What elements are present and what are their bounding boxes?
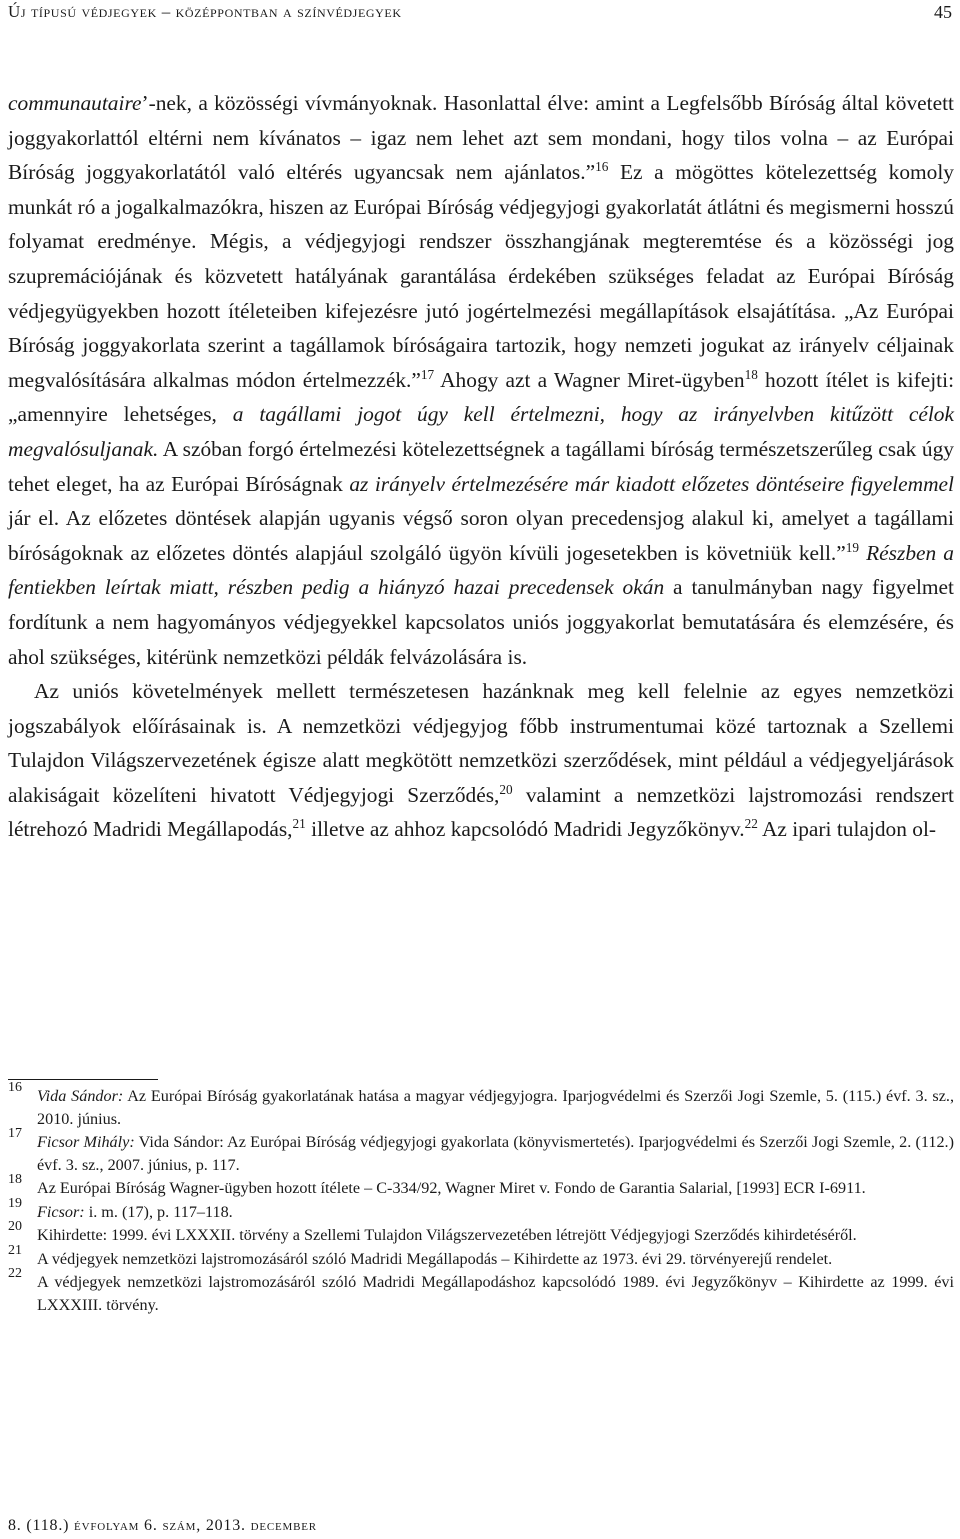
text-run: Az ipari tulajdon ol- [757, 817, 937, 842]
italic-emphasis: Részben a fentiekben leírtak miatt, részben pedig a hiányzó hazai precedensek okán [8, 540, 954, 600]
footnote-number: 21 [8, 1242, 22, 1258]
footnote-text: A védjegyek nemzetközi lajstromozásáról szóló Madridi Megállapodás – Kihirdette az 1973. évi 29. törvényerejű rendelet. [37, 1249, 833, 1268]
footnote-ref[interactable]: 21 [292, 816, 306, 832]
paragraph [8, 674, 954, 847]
text-run: hozott ítélet is kifejti: „amennyire lehetséges, [8, 367, 955, 427]
text-run: a tanulmányban nagy figyelmet fordítunk a nem hagyományos védjegyekkel kapcsolatos uniós joggyakorlat bemutatására és elemzésére, és ahol szükséges, kitérünk nemzetközi példák felvázolására is. [8, 575, 954, 669]
footnote-text: Vida Sándor: Az Európai Bíróság védjegyjogi gyakorlata (könyvismertetés). Iparjogvédelmi és Szerzői Jogi Szemle, 2. (112.) évf. 3. sz., 2007. június, p. 117. [37, 1133, 954, 1174]
text-run: illetve az ahhoz kapcsolódó Madridi Jegyzőkönyv. [305, 817, 745, 842]
footnote [8, 1219, 954, 1247]
footnote-text: A védjegyek nemzetközi lajstromozásáról szóló Madridi Megállapodáshoz kapcsolódó 1989. évi Jegyzőkönyv – Kihirdette az 1999. évi LXXXIII. törvény. [37, 1273, 954, 1314]
footnote-number: 18 [8, 1172, 22, 1188]
text-run: Ahogy azt a Wagner Miret-ügyben [434, 367, 745, 392]
footnote-number: 19 [8, 1195, 22, 1211]
footnote-ref[interactable]: 16 [595, 158, 609, 174]
footnote-author: Vida Sándor: [37, 1087, 124, 1105]
paragraph [8, 86, 954, 674]
footnote [8, 1172, 954, 1200]
footnote-ref[interactable]: 17 [420, 366, 435, 382]
issue-footer: 8. (118.) évfolyam 6. szám, 2013. december [8, 1517, 317, 1534]
footnote-number: 20 [8, 1219, 22, 1235]
running-head [8, 0, 952, 28]
text-run: valamint a nemzetközi lajstromozási rendszert létrehozó Madridi Megállapodás, [8, 782, 954, 842]
footnote-number: 16 [8, 1080, 22, 1095]
footnote-ref[interactable]: 19 [845, 539, 860, 555]
footnote-text: Az Európai Bíróság Wagner-ügyben hozott ítélete – C-334/92, Wagner Miret v. Fondo de Garantia Salarial, [1993] ECR I-6911. [37, 1179, 866, 1198]
footnote [8, 1242, 954, 1271]
page-number: 45 [934, 2, 952, 22]
body-text [8, 86, 954, 847]
footnote-ref[interactable]: 20 [499, 781, 513, 797]
footnote-author: Ficsor: [37, 1202, 85, 1221]
text-run: A szóban forgó értelmezési kötelezettségnek a tagállami bíróság természetszerűleg csak úgy tehet eleget, ha az Európai Bíróságnak [8, 436, 954, 496]
italic-quote: az irányelv értelmezésére már kiadott előzetes döntéseire figyelemmel [349, 471, 954, 496]
footnote-number: 22 [8, 1266, 22, 1282]
running-head-title: Új típusú védjegyek – középpontban a színvédjegyek [8, 2, 402, 21]
text-run: Az uniós követelmények mellett természetesen hazánknak meg kell felelnie az egyes nemzetközi jogszabályok előírásainak is. A nemzetközi védjegyjog főbb instrumentumai közé tartoznak a Szellemi Tulajdon Világszervezetének égisze alatt megkötött nemzetközi szerződések, mint például a védjegyeljárások alakiságait közelíteni hivatott Védjegyjogi Szerződés, [8, 679, 954, 807]
footnote-ref[interactable]: 22 [744, 816, 758, 832]
footnote [8, 1126, 954, 1176]
footnote [8, 1195, 954, 1224]
footnote [8, 1266, 954, 1316]
footnote-text: Kihirdette: 1999. évi LXXXII. törvény a Szellemi Tulajdon Világszervezetében létrejött Védjegyjogi Szerződés kihirdetéséről. [37, 1226, 857, 1245]
italic-term: communautaire [8, 91, 142, 115]
footnote [8, 1080, 955, 1130]
text-run: Ez a mögöttes kötelezettség komoly munkát ró a jogalkalmazókra, hiszen az Európai Bíróság védjegyjogi gyakorlatát átlátni és megismerni hosszú folyamat eredménye. Mégis, a védjegyjogi rendszer összhangjának megteremtése és a közösségi jog szupremációjának és közvetett hatályának garantálása érdekében szükséges feladat az Európai Bíróság védjegyügyekben hozott ítéleteiben kifejezésre jutó jogértelmezési megállapítások elsajátítása. „Az Európai Bíróság joggyakorlata szerint a tagállamok bíróságaira tartozik, hogy nemzeti jogukat az irányelv céljainak megvalósítására alkalmas módon értelmezzék.” [8, 160, 954, 392]
footnote-author: Ficsor Mihály: [37, 1133, 135, 1152]
text-run: jár el. Az előzetes döntések alapján ugyanis végső soron olyan precedensjog alakul ki, amelyet a tagállami bíróságoknak az előzetes döntés alapjául szolgáló ügyön kívüli jogesetekben is követniük kell.” [8, 506, 954, 565]
italic-quote: a tagállami jogot úgy kell értelmezni, hogy az irányelvben kitűzött célok megvalósuljanak. [8, 402, 954, 461]
footnote-divider [8, 1079, 158, 1080]
footnote-text: Az Európai Bíróság gyakorlatának hatása a magyar védjegyjogra. Iparjogvédelmi és Szerzői Jogi Szemle, 5. (115.) évf. 3. sz., 2010. június. [37, 1087, 955, 1128]
footnote-text: i. m. (17), p. 117–118. [84, 1202, 233, 1221]
footnote-ref[interactable]: 18 [744, 366, 758, 382]
text-run: ’-nek, a közösségi vívmányoknak. Hasonlattal élve: amint a Legfelsőbb Bíróság által követett joggyakorlattól eltérni nem kívánatos – igaz nem lehet azt sem mondani, hogy tilos volna – az Európai Bíróság joggyakorlatától való eltérés ugyancsak nem ajánlatos.” [8, 91, 954, 185]
footnote-number: 17 [8, 1126, 22, 1142]
footnotes [8, 1080, 955, 1317]
